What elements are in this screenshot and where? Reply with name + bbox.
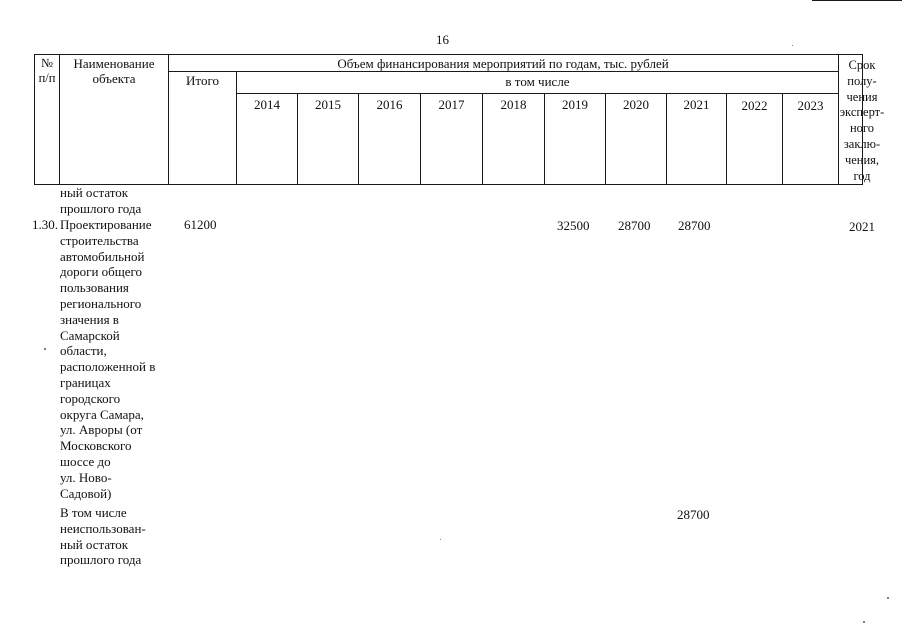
header-including: в том числе [505, 74, 570, 89]
year-2016: 2016 [376, 97, 403, 112]
year-2021: 2021 [683, 97, 710, 112]
year-2014: 2014 [254, 97, 280, 112]
year-2015: 2015 [315, 97, 341, 112]
year-2020: 2020 [623, 97, 649, 112]
row-continuation-name: ный остаток прошлого года [60, 185, 142, 216]
row-1-30-value-2021: 28700 [678, 218, 711, 233]
corner-mark [812, 0, 902, 1]
row-1-30-value-2019: 32500 [557, 218, 590, 233]
row-1-30-number: 1.30. [32, 217, 58, 232]
row-1-30-deadline: 2021 [849, 219, 875, 234]
year-2019: 2019 [562, 97, 588, 112]
header-name: Наименование объекта [73, 56, 158, 86]
year-2022: 2022 [741, 98, 768, 113]
row-including-value-2021: 28700 [677, 507, 710, 522]
header-deadline: Срок полу- чения эксперт- ного заклю- чения, год [839, 58, 885, 183]
row-1-30-value-2020: 28700 [618, 218, 651, 233]
row-including-name: В том числе неиспользован- ный остаток прошлого года [60, 505, 146, 568]
header-no: № п/п [38, 56, 57, 85]
year-2023: 2023 [797, 98, 824, 113]
row-1-30-total: 61200 [184, 217, 217, 232]
year-2018: 2018 [500, 97, 527, 112]
year-2017: 2017 [438, 97, 465, 112]
row-1-30-name: Проектирование строительства автомобильной дороги общего пользования регионального значения в Самарской области, расположенной в границах городского округа Самара, ул. Авроры (от Московского шоссе до ул. Ново- Садовой) [60, 217, 156, 501]
page-number: 16 [436, 32, 449, 47]
header-funding: Объем финансирования мероприятий по годам, тыс. рублей [337, 56, 669, 71]
header-total: Итого [186, 73, 219, 88]
